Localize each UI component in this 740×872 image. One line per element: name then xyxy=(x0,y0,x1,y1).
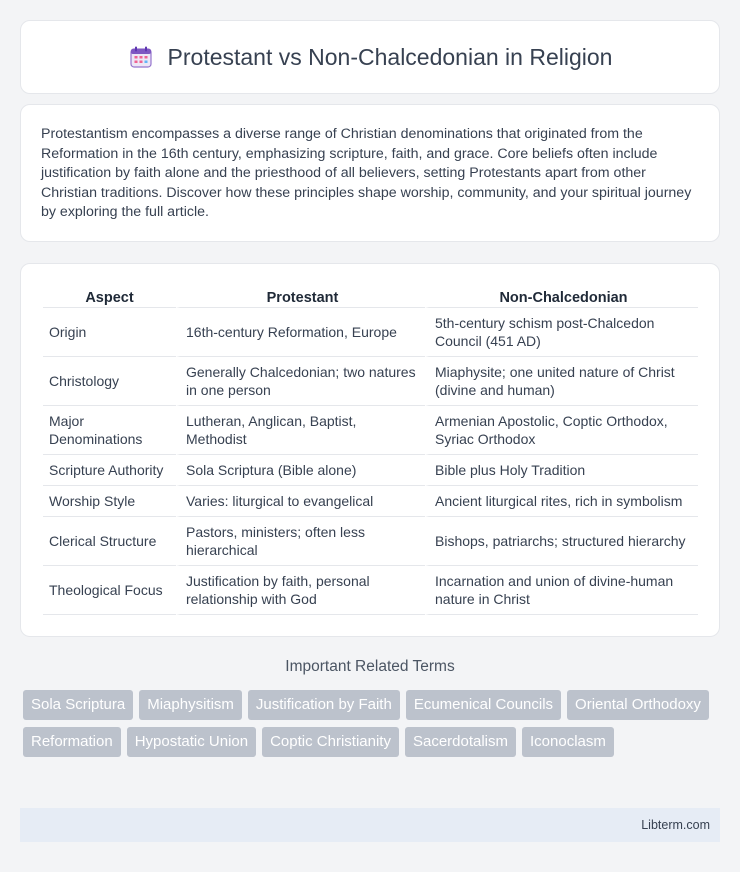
intro-card xyxy=(20,104,720,242)
cell-non-chalcedonian: Bishops, patriarchs; structured hierarchy xyxy=(425,517,698,566)
table-row xyxy=(43,566,698,615)
footer xyxy=(20,808,720,842)
table-row xyxy=(43,486,698,517)
cell-protestant: Varies: liturgical to evangelical xyxy=(176,486,425,517)
cell-non-chalcedonian: 5th-century schism post-Chalcedon Council (451 AD) xyxy=(425,308,698,357)
header-non-chalcedonian: Non-Chalcedonian xyxy=(425,282,698,308)
cell-aspect: Theological Focus xyxy=(43,566,176,615)
related-term-tag[interactable]: Ecumenical Councils xyxy=(406,690,561,720)
cell-protestant: Lutheran, Anglican, Baptist, Methodist xyxy=(176,406,425,455)
cell-protestant: Justification by faith, personal relationship with God xyxy=(176,566,425,615)
intro-text: Protestantism encompasses a diverse range of Christian denominations that originated from the Reformation in the 16th century, emphasizing scripture, faith, and grace. Core beliefs often include justification by faith alone and the priesthood of all believers, setting Protestants apart from other Christian traditions. Discover how these principles shape worship, community, and your spiritual journey by exploring the full article. xyxy=(41,126,692,220)
related-term-tag[interactable]: Reformation xyxy=(23,727,121,757)
related-term-tag[interactable]: Justification by Faith xyxy=(248,690,400,720)
comparison-table-card xyxy=(20,263,720,637)
cell-protestant: Sola Scriptura (Bible alone) xyxy=(176,455,425,486)
cell-aspect: Scripture Authority xyxy=(43,455,176,486)
cell-aspect: Worship Style xyxy=(43,486,176,517)
comparison-table xyxy=(43,282,698,615)
table-row xyxy=(43,455,698,486)
cell-aspect: Clerical Structure xyxy=(43,517,176,566)
related-term-tag[interactable]: Hypostatic Union xyxy=(127,727,256,757)
header-aspect: Aspect xyxy=(43,282,176,308)
related-term-tag[interactable]: Sola Scriptura xyxy=(23,690,133,720)
page-title: Protestant vs Non-Chalcedonian in Religion xyxy=(167,43,613,70)
table-row xyxy=(43,308,698,357)
header-protestant: Protestant xyxy=(176,282,425,308)
related-terms-title: Important Related Terms xyxy=(285,658,455,675)
related-term-tag[interactable]: Miaphysitism xyxy=(139,690,242,720)
table-row xyxy=(43,517,698,566)
calendar-icon xyxy=(128,44,154,70)
cell-non-chalcedonian: Bible plus Holy Tradition xyxy=(425,455,698,486)
cell-non-chalcedonian: Ancient liturgical rites, rich in symbolism xyxy=(425,486,698,517)
related-terms-list xyxy=(23,690,723,764)
cell-non-chalcedonian: Incarnation and union of divine-human nature in Christ xyxy=(425,566,698,615)
header-card xyxy=(20,20,720,94)
cell-non-chalcedonian: Armenian Apostolic, Coptic Orthodox, Syriac Orthodox xyxy=(425,406,698,455)
cell-aspect: Christology xyxy=(43,357,176,406)
table-row xyxy=(43,357,698,406)
related-term-tag[interactable]: Coptic Christianity xyxy=(262,727,399,757)
cell-protestant: Generally Chalcedonian; two natures in one person xyxy=(176,357,425,406)
table-header-row xyxy=(43,282,698,308)
related-term-tag[interactable]: Oriental Orthodoxy xyxy=(567,690,709,720)
cell-non-chalcedonian: Miaphysite; one united nature of Christ (divine and human) xyxy=(425,357,698,406)
cell-aspect: Major Denominations xyxy=(43,406,176,455)
related-term-tag[interactable]: Iconoclasm xyxy=(522,727,614,757)
cell-protestant: 16th-century Reformation, Europe xyxy=(176,308,425,357)
related-term-tag[interactable]: Sacerdotalism xyxy=(405,727,516,757)
cell-aspect: Origin xyxy=(43,308,176,357)
table-row xyxy=(43,406,698,455)
cell-protestant: Pastors, ministers; often less hierarchical xyxy=(176,517,425,566)
footer-site-link[interactable]: Libterm.com xyxy=(641,818,710,832)
